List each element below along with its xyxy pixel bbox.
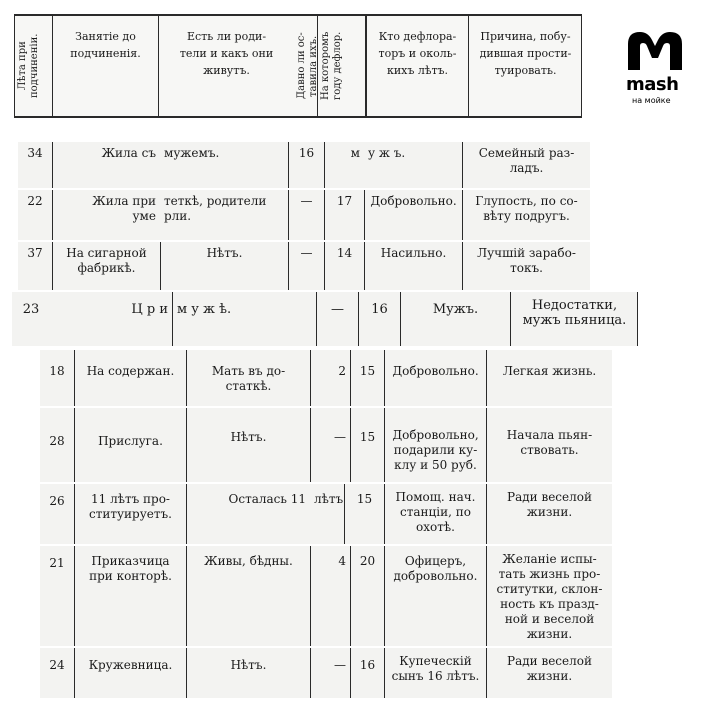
cell-parents: Нѣтъ. <box>186 408 310 482</box>
cell-reason: Глупость, по со- вѣту подругъ. <box>462 190 590 240</box>
cell-age: 23 <box>22 302 40 317</box>
table-row <box>40 484 612 544</box>
cell-deflorator: Помощ. нач. станцiи, по охотѣ. <box>384 484 486 544</box>
header-deflorator: Кто дефлора- торъ и околь- кихъ лѣтъ. <box>366 14 468 118</box>
cell-year: 16 <box>350 648 384 698</box>
header-reason: Причина, побу- дившая прости- туировать. <box>468 14 582 118</box>
cell-deflorator: Добровольно, подарили ку- клу и 50 руб. <box>384 408 486 482</box>
cell-age: 21 <box>49 556 65 570</box>
cell-reason: Ради веселой жизни. <box>486 648 612 698</box>
cell-age: 24 <box>49 658 65 672</box>
cell-left: 16 <box>288 142 324 188</box>
cell-occupation: Приказчица при конторѣ. <box>74 546 186 646</box>
cell-deflorator: Добровольно. <box>364 190 462 240</box>
table-row <box>40 648 612 698</box>
header-left: Давно ли ос- тавила ихъ. <box>294 14 318 118</box>
cell-year: 14 <box>324 242 364 290</box>
mash-m-icon <box>626 30 684 72</box>
cell-parents: Нѣтъ. <box>186 648 310 698</box>
cell-left: лѣтъ <box>314 492 344 506</box>
cell-left: 2 <box>310 350 350 406</box>
cell-left: — <box>310 648 350 698</box>
cell-parents: мужемъ. <box>164 146 220 160</box>
cell-year: м <box>324 142 364 188</box>
cell-deflorator: Добровольно. <box>384 350 486 406</box>
cell-parents: Живы, бѣдны. <box>186 546 310 646</box>
table-row <box>40 408 612 482</box>
cell-age: 18 <box>49 364 65 378</box>
cell-year: 15 <box>350 350 384 406</box>
mash-subtitle: на мойке <box>632 96 671 105</box>
cell-parents: теткѣ, родители рли. <box>164 194 267 223</box>
cell-reason: Начала пьян- ствовать. <box>486 408 612 482</box>
table-row <box>18 190 590 240</box>
table-row <box>18 142 590 188</box>
header-year: На которомъ году дефлор. <box>318 14 366 118</box>
cell-reason: Желанiе испы- тать жизнь про- ститутки, склон- ность къ празд- ной и веселой жизни. <box>486 546 612 646</box>
cell-reason: Недостатки, мужъ пьяница. <box>510 292 638 346</box>
cell-left: — <box>288 190 324 240</box>
cell-parents: Осталась 11 <box>186 484 310 544</box>
cell-age: 28 <box>49 434 65 448</box>
table-header <box>14 14 582 118</box>
mash-logo <box>626 30 688 110</box>
cell-deflorator: Офицеръ, добровольно. <box>384 546 486 646</box>
cell-parents: Мать въ до- статкѣ. <box>186 350 310 406</box>
cell-year: 15 <box>344 484 384 544</box>
cell-occupation: Жила при уме <box>52 190 160 240</box>
mash-wordmark: mash <box>626 74 679 95</box>
header-occupation: Занятiе до подчиненiя. <box>52 14 158 118</box>
cell-age: 37 <box>27 246 43 260</box>
cell-age: 26 <box>49 494 65 508</box>
cell-parents: м у ж ѣ. <box>172 292 316 346</box>
cell-reason: Семейный раз- ладъ. <box>462 142 590 188</box>
cell-left: — <box>310 408 350 482</box>
cell-left: — <box>288 242 324 290</box>
cell-reason: Лучшiй зарабо- токъ. <box>462 242 590 290</box>
cell-deflorator: Купеческiй сынъ 16 лѣтъ. <box>384 648 486 698</box>
cell-left: 4 <box>310 546 350 646</box>
cell-deflorator: у ж ъ. <box>368 146 406 160</box>
cell-occupation: На сигарной фабрикѣ. <box>52 242 160 290</box>
cell-occupation: Ц р и <box>131 302 168 317</box>
cell-occupation: Прислуга. <box>74 408 186 482</box>
cell-reason: Ради веселой жизни. <box>486 484 612 544</box>
table-row <box>40 546 612 646</box>
cell-left: — <box>316 292 358 346</box>
header-age: Лѣта при подчиненiи. <box>14 14 52 118</box>
cell-year: 17 <box>324 190 364 240</box>
cell-year: 15 <box>350 408 384 482</box>
cell-occupation: 11 лѣтъ про- ституируетъ. <box>74 484 186 544</box>
cell-occupation: Кружевница. <box>74 648 186 698</box>
cell-age: 34 <box>27 146 43 160</box>
cell-year: 16 <box>358 292 400 346</box>
table-row <box>18 242 590 290</box>
table-row <box>40 350 612 406</box>
table-row <box>12 292 638 346</box>
cell-age: 22 <box>27 194 43 208</box>
header-parents: Есть ли роди- тели и какъ они живутъ. <box>158 14 294 118</box>
cell-reason: Легкая жизнь. <box>486 350 612 406</box>
cell-year: 20 <box>350 546 384 646</box>
cell-deflorator: Мужъ. <box>400 292 510 346</box>
cell-parents: Нѣтъ. <box>160 242 288 290</box>
cell-occupation: Жила съ <box>52 142 160 188</box>
cell-occupation: На содержан. <box>74 350 186 406</box>
cell-deflorator: Насильно. <box>364 242 462 290</box>
